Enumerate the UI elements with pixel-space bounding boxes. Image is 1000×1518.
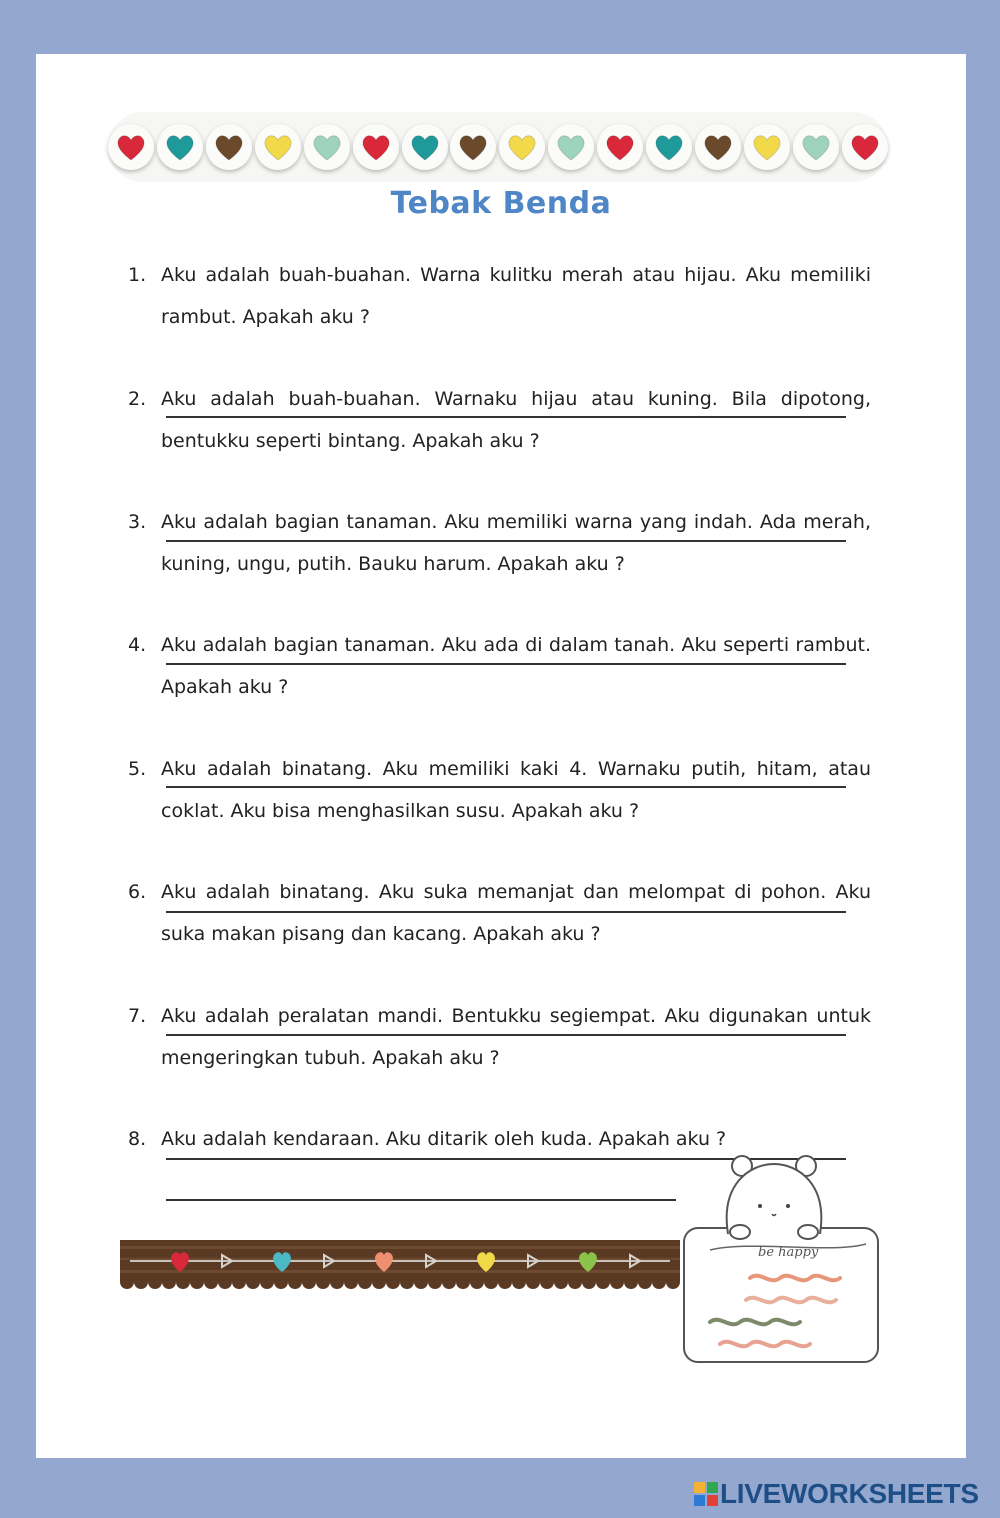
worksheet-page [36, 54, 966, 1458]
bear-be-happy-card [680, 1154, 884, 1366]
liveworksheets-logo[interactable] [694, 1478, 979, 1510]
heart-icon [206, 124, 252, 170]
question-number: 1. [128, 264, 147, 286]
question-text: Aku adalah peralatan mandi. Bentukku segiempat. Aku digunakan untuk mengeringkan tubuh. Apakah aku ? [161, 1005, 871, 1069]
question-text: Aku adalah buah-buahan. Warnaku hijau atau kuning. Bila dipotong, bentukku seperti bintang. Apakah aku ? [161, 388, 871, 452]
heart-icon [744, 124, 790, 170]
question-text: Aku adalah binatang. Aku suka memanjat dan melompat di pohon. Aku suka makan pisang dan kacang. Apakah aku ? [161, 881, 871, 945]
wood-heart-bunting [120, 1240, 680, 1292]
question-number: 5. [128, 758, 147, 780]
hearts-banner [108, 112, 888, 182]
page-title: Tebak Benda [390, 186, 612, 221]
card-text: be happy [758, 1245, 819, 1260]
liveworksheets-logo-icon [694, 1482, 718, 1506]
question-text: Aku adalah kendaraan. Aku ditarik oleh kuda. Apakah aku ? [161, 1128, 727, 1150]
question-text: Aku adalah binatang. Aku memiliki kaki 4. Warnaku putih, hitam, atau coklat. Aku bisa menghasilkan susu. Apakah aku ? [161, 758, 871, 822]
heart-icon [304, 124, 350, 170]
heart-icon [842, 124, 888, 170]
heart-icon [157, 124, 203, 170]
heart-icon [548, 124, 594, 170]
heart-icon [646, 124, 692, 170]
heart-icon [255, 124, 301, 170]
logo-text: LIVEWORKSHEETS [720, 1478, 979, 1509]
heart-icon [450, 124, 496, 170]
heart-icon [695, 124, 741, 170]
question-text: Aku adalah buah-buahan. Warna kulitku merah atau hijau. Aku memiliki rambut. Apakah aku ? [161, 264, 871, 328]
question-text: Aku adalah bagian tanaman. Aku ada di dalam tanah. Aku seperti rambut. Apakah aku ? [161, 634, 871, 698]
question-number: 7. [128, 1005, 147, 1027]
answer-line-8[interactable] [166, 1199, 676, 1201]
question-text: Aku adalah bagian tanaman. Aku memiliki warna yang indah. Ada merah, kuning, ungu, putih. Bauku harum. Apakah aku ? [161, 511, 871, 575]
question-number: 8. [128, 1128, 147, 1150]
heart-icon [597, 124, 643, 170]
question-number: 6. [128, 881, 147, 903]
question-number: 4. [128, 634, 147, 656]
heart-icon [793, 124, 839, 170]
heart-icon [108, 124, 154, 170]
question-number: 2. [128, 388, 147, 410]
heart-icon [402, 124, 448, 170]
question-number: 3. [128, 511, 147, 533]
heart-icon [499, 124, 545, 170]
heart-icon [353, 124, 399, 170]
